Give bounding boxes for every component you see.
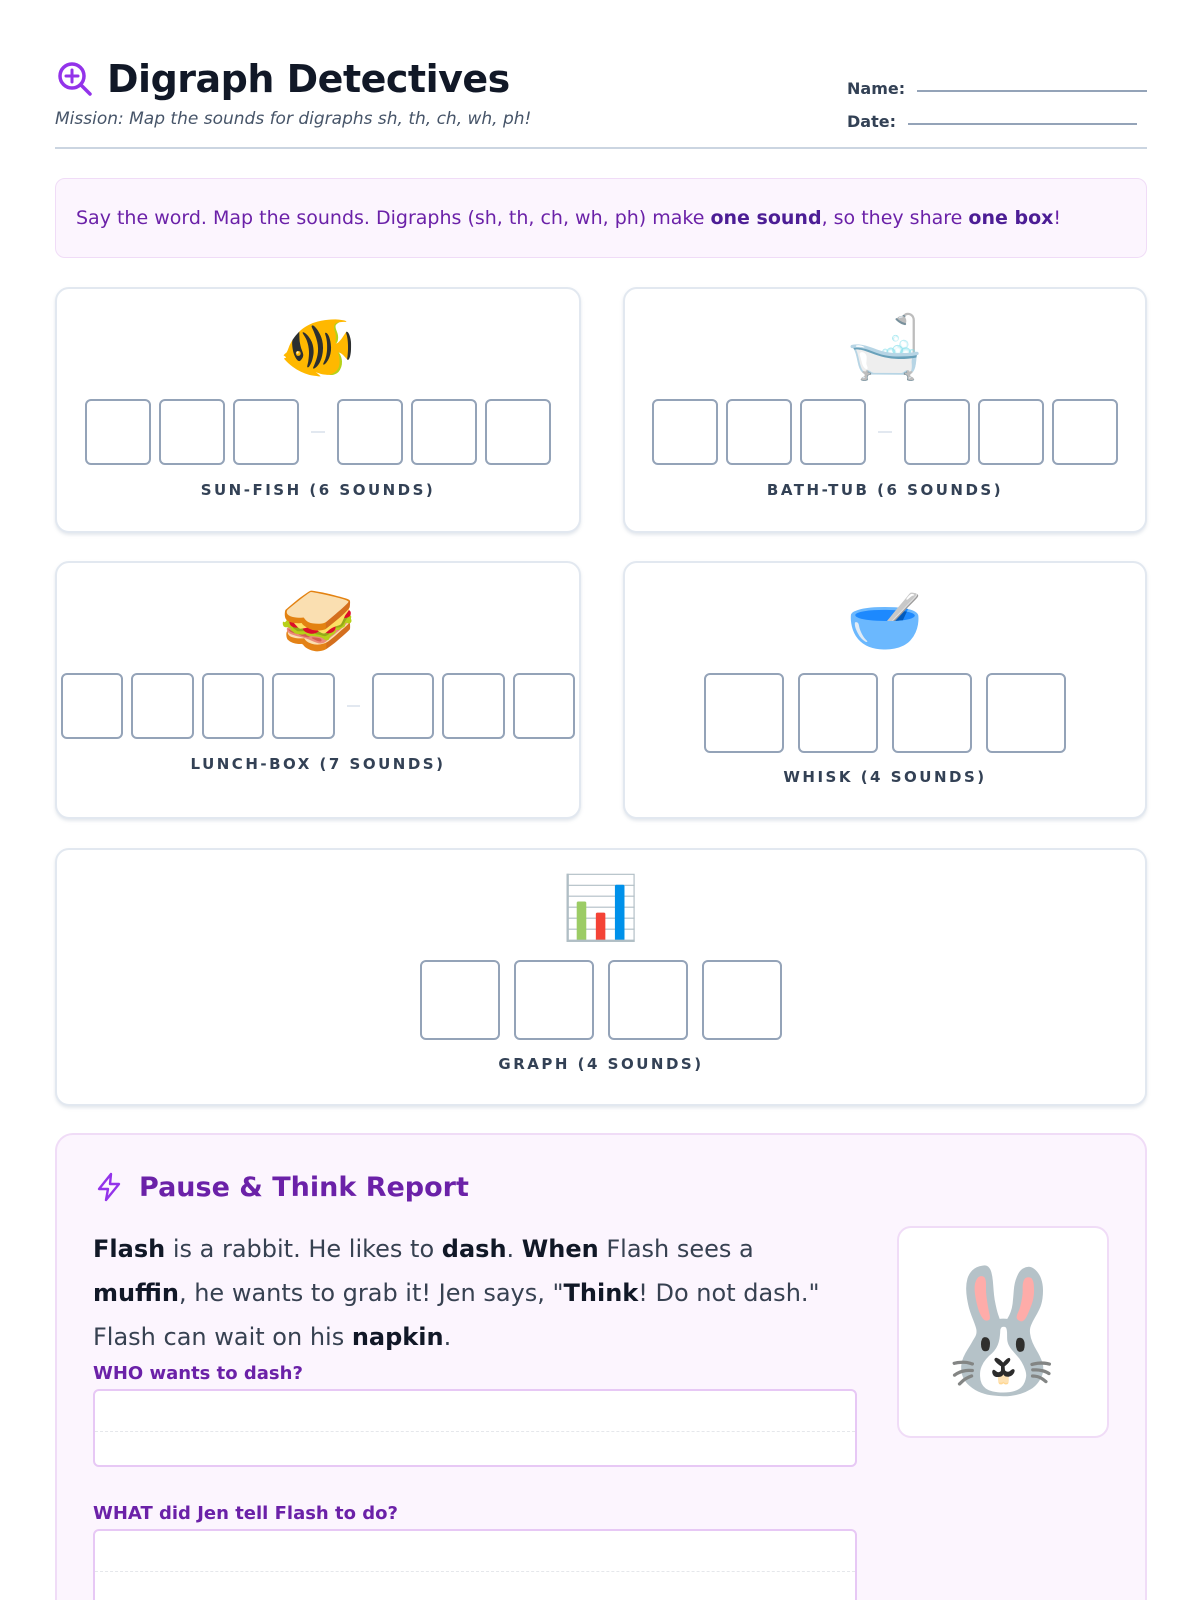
story-text-run: is a rabbit. He likes to bbox=[165, 1235, 442, 1263]
answer-field-what[interactable] bbox=[93, 1529, 857, 1600]
sound-box[interactable] bbox=[61, 673, 123, 739]
story-text-run: Flash sees a bbox=[598, 1235, 754, 1263]
worksheet-header bbox=[55, 55, 1147, 149]
bowl-with-spoon-icon: 🥣 bbox=[846, 584, 924, 657]
sound-box[interactable] bbox=[726, 399, 792, 465]
sound-box[interactable] bbox=[372, 673, 434, 739]
sound-box[interactable] bbox=[159, 399, 225, 465]
instruction-text-3: ! bbox=[1053, 207, 1062, 229]
syllable-divider bbox=[311, 431, 325, 433]
sound-box[interactable] bbox=[202, 673, 264, 739]
sound-box[interactable] bbox=[892, 673, 972, 753]
sound-box[interactable] bbox=[85, 399, 151, 465]
sound-box[interactable] bbox=[800, 399, 866, 465]
sound-box[interactable] bbox=[704, 673, 784, 753]
story-word: Flash bbox=[93, 1235, 166, 1263]
story-word: When bbox=[521, 1235, 599, 1263]
answer-field-who[interactable] bbox=[93, 1389, 857, 1467]
instruction-banner bbox=[55, 178, 1147, 258]
question-who: WHO wants to dash? bbox=[93, 1363, 303, 1384]
worksheet-page bbox=[55, 0, 1147, 1600]
syllable-divider bbox=[347, 705, 360, 707]
name-label: Name: bbox=[847, 79, 906, 98]
title-row bbox=[55, 57, 510, 101]
sound-box[interactable] bbox=[233, 399, 299, 465]
sound-box[interactable] bbox=[904, 399, 970, 465]
name-row bbox=[847, 65, 1147, 98]
rabbit-picture bbox=[897, 1226, 1109, 1438]
tropical-fish-icon: 🐠 bbox=[279, 310, 357, 383]
sound-boxes bbox=[625, 673, 1145, 753]
sound-box[interactable] bbox=[411, 399, 477, 465]
story-word: Think bbox=[563, 1279, 639, 1307]
card-label: BATH-TUB (6 SOUNDS) bbox=[766, 481, 1004, 499]
sound-box[interactable] bbox=[702, 960, 782, 1040]
writing-guide-line bbox=[95, 1571, 855, 1572]
date-line[interactable] bbox=[908, 111, 1137, 125]
bar-chart-icon: 📊 bbox=[562, 871, 640, 944]
story-text-run: ! Do not dash." Flash can wait on his bbox=[93, 1279, 820, 1351]
sound-box[interactable] bbox=[986, 673, 1066, 753]
sound-box[interactable] bbox=[337, 399, 403, 465]
instruction-text-2: , so they share bbox=[821, 207, 969, 229]
word-card-graph bbox=[55, 848, 1147, 1106]
word-card-bathtub bbox=[623, 287, 1147, 533]
word-card-lunchbox bbox=[55, 561, 581, 819]
student-info bbox=[847, 65, 1147, 131]
story-word: napkin bbox=[351, 1323, 444, 1351]
date-label: Date: bbox=[847, 112, 896, 131]
sandwich-icon: 🥪 bbox=[279, 584, 357, 657]
story-text-run: . bbox=[443, 1323, 452, 1351]
mission-subtitle: Mission: Map the sounds for digraphs sh, th, ch, wh, ph! bbox=[55, 109, 532, 129]
name-line[interactable] bbox=[917, 78, 1147, 92]
lightning-bolt-icon bbox=[93, 1171, 125, 1203]
sound-box[interactable] bbox=[272, 673, 334, 739]
bathtub-icon: 🛁 bbox=[846, 310, 924, 383]
sound-boxes bbox=[57, 399, 579, 465]
sound-box[interactable] bbox=[420, 960, 500, 1040]
sound-box[interactable] bbox=[514, 960, 594, 1040]
sound-boxes bbox=[625, 399, 1145, 465]
story-word: muffin bbox=[93, 1279, 179, 1307]
sound-box[interactable] bbox=[608, 960, 688, 1040]
date-row bbox=[847, 98, 1147, 131]
sound-box[interactable] bbox=[798, 673, 878, 753]
writing-guide-line bbox=[95, 1431, 855, 1432]
page-title: Digraph Detectives bbox=[107, 57, 510, 101]
sound-box[interactable] bbox=[513, 673, 575, 739]
story-text-run: . bbox=[506, 1235, 522, 1263]
instruction-bold-2: one box bbox=[968, 207, 1054, 229]
story-title: Pause & Think Report bbox=[139, 1171, 469, 1203]
story-text-run: , he wants to grab it! Jen says, " bbox=[178, 1279, 564, 1307]
sound-box[interactable] bbox=[652, 399, 718, 465]
sound-box[interactable] bbox=[442, 673, 504, 739]
magnifier-plus-icon bbox=[55, 59, 95, 99]
card-label: GRAPH (4 SOUNDS) bbox=[498, 1055, 704, 1073]
sound-box[interactable] bbox=[131, 673, 193, 739]
rabbit-icon: 🐰 bbox=[928, 1262, 1078, 1401]
pause-think-report bbox=[55, 1133, 1147, 1600]
sound-box[interactable] bbox=[485, 399, 551, 465]
story-header bbox=[93, 1171, 469, 1203]
story-paragraph bbox=[93, 1227, 833, 1359]
card-label: SUN-FISH (6 SOUNDS) bbox=[200, 481, 436, 499]
sound-boxes bbox=[57, 960, 1145, 1040]
question-what: WHAT did Jen tell Flash to do? bbox=[93, 1503, 398, 1524]
sound-box[interactable] bbox=[978, 399, 1044, 465]
syllable-divider bbox=[878, 431, 892, 433]
word-card-whisk bbox=[623, 561, 1147, 819]
instruction-text-1: Say the word. Map the sounds. Digraphs (sh, th, ch, wh, ph) make bbox=[76, 207, 711, 229]
card-label: LUNCH-BOX (7 SOUNDS) bbox=[190, 755, 446, 773]
word-card-sunfish bbox=[55, 287, 581, 533]
sound-box[interactable] bbox=[1052, 399, 1118, 465]
instruction-bold-1: one sound bbox=[710, 207, 822, 229]
story-word: dash bbox=[441, 1235, 507, 1263]
sound-boxes bbox=[57, 673, 579, 739]
card-label: WHISK (4 SOUNDS) bbox=[783, 768, 987, 786]
